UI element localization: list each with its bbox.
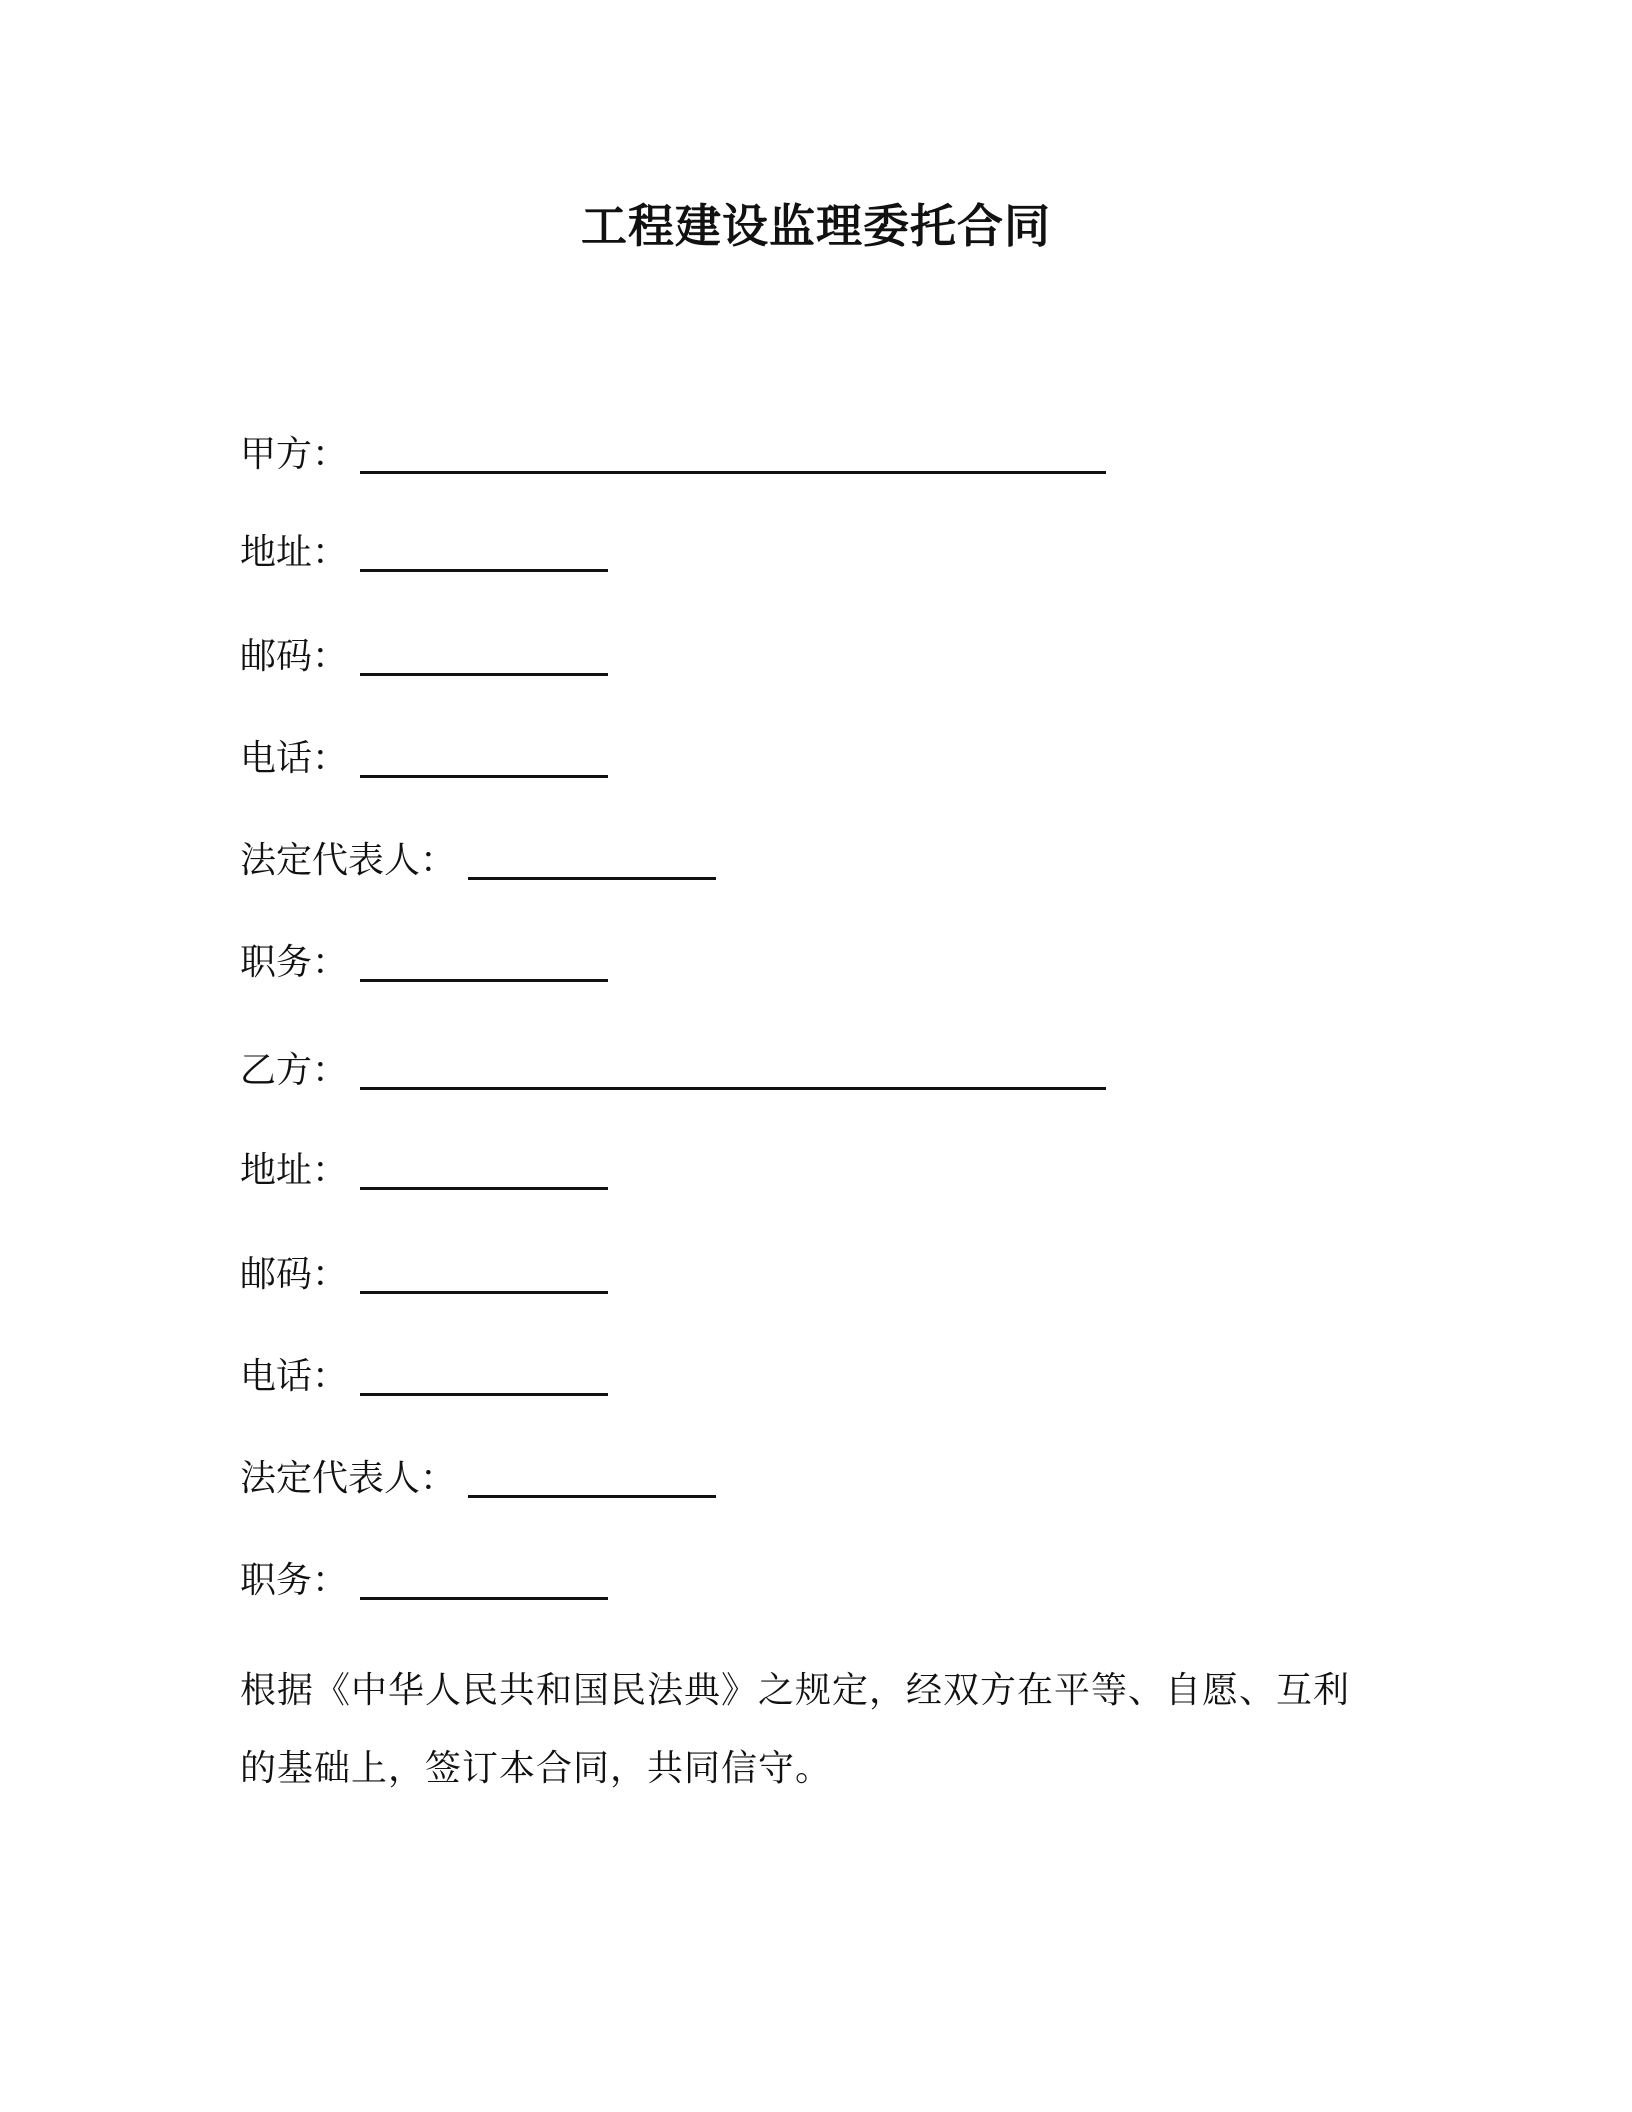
party-b-position-field <box>240 1554 608 1604</box>
party-b-address-blank <box>360 1149 608 1190</box>
document-title: 工程建设监理委托合同 <box>581 199 1051 253</box>
party-a-postcode-blank <box>360 635 608 676</box>
party-a-position-blank <box>360 941 608 982</box>
party-b-postcode-label: 邮码： <box>240 1254 349 1295</box>
party-a-address-blank <box>360 531 608 572</box>
party-b-phone-label: 电话： <box>240 1356 349 1397</box>
party-b-legal-rep-blank <box>468 1457 716 1498</box>
party-b-name-label: 乙方： <box>240 1050 349 1091</box>
party-a-phone-label: 电话： <box>240 738 349 779</box>
party-b-legal-rep-field <box>240 1452 716 1502</box>
party-b-address-field <box>240 1144 608 1194</box>
party-a-postcode-label: 邮码： <box>240 636 349 677</box>
party-a-address-field <box>240 526 608 576</box>
party-b-legal-rep-label: 法定代表人： <box>240 1458 457 1499</box>
party-b-postcode-blank <box>360 1253 608 1294</box>
party-a-legal-rep-label: 法定代表人： <box>240 840 457 881</box>
party-b-position-label: 职务： <box>240 1560 349 1601</box>
party-a-position-label: 职务： <box>240 942 349 983</box>
party-a-phone-blank <box>360 737 608 778</box>
party-a-postcode-field <box>240 630 608 680</box>
party-b-postcode-field <box>240 1248 608 1298</box>
party-b-address-label: 地址： <box>240 1150 349 1191</box>
party-a-legal-rep-blank <box>468 839 716 880</box>
party-b-phone-field <box>240 1350 608 1400</box>
party-b-phone-blank <box>360 1355 608 1396</box>
party-a-name-label: 甲方： <box>240 434 349 475</box>
party-a-address-label: 地址： <box>240 532 349 573</box>
party-a-name-field <box>240 428 1106 478</box>
party-a-phone-field <box>240 732 608 782</box>
intro-paragraph: 根据《中华人民共和国民法典》之规定，经双方在平等、自愿、互利的基础上，签订本合同，共同信守。 <box>240 1670 1351 1789</box>
party-a-position-field <box>240 936 608 986</box>
party-a-name-blank <box>360 433 1106 474</box>
party-b-name-field <box>240 1044 1106 1094</box>
party-b-name-blank <box>360 1049 1106 1090</box>
party-a-legal-rep-field <box>240 834 716 884</box>
party-b-position-blank <box>360 1559 608 1600</box>
